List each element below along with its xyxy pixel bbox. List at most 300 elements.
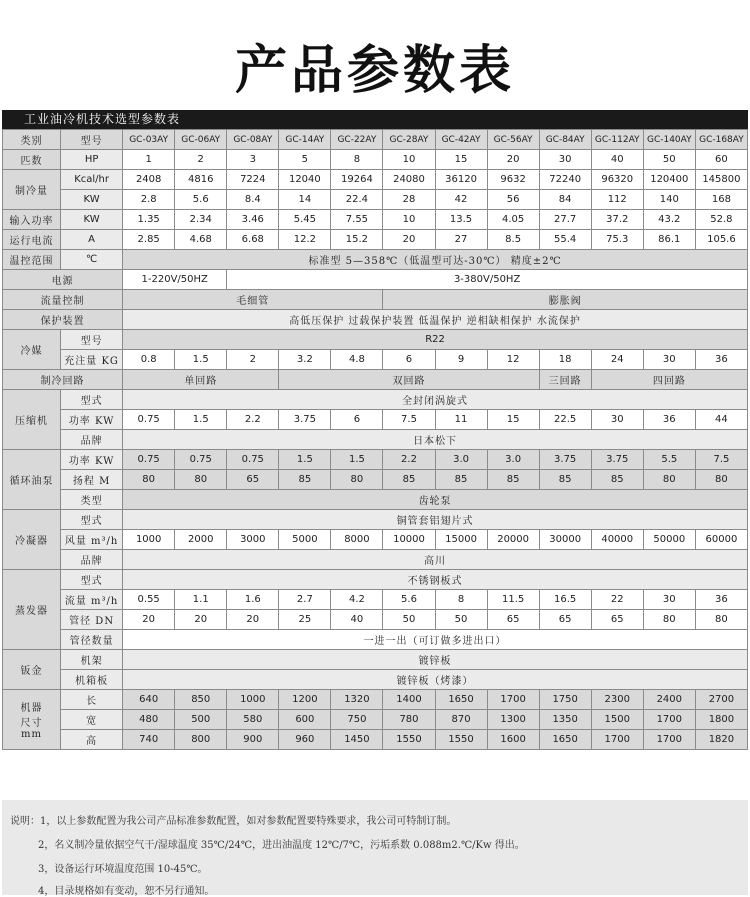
- model-cell: GC-84AY: [539, 130, 591, 150]
- cooling-kcal-cell: 2408: [123, 170, 175, 190]
- refrigerant-type-label: 型号: [61, 330, 123, 350]
- dimensions-label: [3, 690, 61, 750]
- compressor-power-cell: 2.2: [227, 410, 279, 430]
- evaporator-pipe-label: 管径 DN: [61, 610, 123, 630]
- model-cell: GC-14AY: [279, 130, 331, 150]
- oil-pump-head-cell: 80: [175, 470, 227, 490]
- input-power-cell: 37.2: [591, 210, 643, 230]
- input-power-cell: 4.05: [487, 210, 539, 230]
- condenser-air-cell: 15000: [435, 530, 487, 550]
- hp-cell: 50: [643, 150, 695, 170]
- evaporator-pipe-cell: 20: [175, 610, 227, 630]
- model-cell: GC-140AY: [643, 130, 695, 150]
- compressor-power-cell: 11: [435, 410, 487, 430]
- cooling-kcal-cell: 120400: [643, 170, 695, 190]
- condenser-air-cell: 5000: [279, 530, 331, 550]
- temp-range-unit: ℃: [61, 250, 123, 270]
- evaporator-pipe-cell: 65: [591, 610, 643, 630]
- dim-height-cell: 1450: [331, 730, 383, 750]
- oil-pump-power-cell: 3.75: [591, 450, 643, 470]
- compressor-power-cell: 7.5: [383, 410, 435, 430]
- condenser-air-cell: 20000: [487, 530, 539, 550]
- hp-cell: 3: [227, 150, 279, 170]
- cooling-kcal-cell: 9632: [487, 170, 539, 190]
- compressor-power-cell: 3.75: [279, 410, 331, 430]
- dim-width-cell: 1700: [643, 710, 695, 730]
- compressor-label: 压缩机: [3, 390, 61, 450]
- compressor-power-cell: 6: [331, 410, 383, 430]
- dim-width-cell: 1800: [695, 710, 747, 730]
- model-cell: GC-168AY: [695, 130, 747, 150]
- oil-pump-head-cell: 80: [331, 470, 383, 490]
- dim-width-cell: 480: [123, 710, 175, 730]
- dim-length-cell: 2300: [591, 690, 643, 710]
- temp-range-label: 温控范围: [3, 250, 61, 270]
- cooling-kw-cell: 140: [643, 190, 695, 210]
- dim-height-cell: 900: [227, 730, 279, 750]
- input-power-cell: 52.8: [695, 210, 747, 230]
- dim-length-label: 长: [61, 690, 123, 710]
- compressor-power-row: [3, 410, 748, 430]
- dim-width-cell: 500: [175, 710, 227, 730]
- dim-height-cell: 1550: [383, 730, 435, 750]
- cooling-kw-cell: 14: [279, 190, 331, 210]
- cooling-kcal-cell: 72240: [539, 170, 591, 190]
- evaporator-pipe-cell: 20: [123, 610, 175, 630]
- cooling-kw-cell: 112: [591, 190, 643, 210]
- input-power-cell: 10: [383, 210, 435, 230]
- cooling-kcal-cell: 36120: [435, 170, 487, 190]
- charge-cell: 3.2: [279, 350, 331, 370]
- evaporator-pipe-cell: 65: [539, 610, 591, 630]
- note-line: 3，设备运行环境温度范围 10-45℃。: [38, 864, 208, 875]
- cooling-kw-cell: 168: [695, 190, 747, 210]
- sheet-frame-row: [3, 650, 748, 670]
- dim-height-cell: 1700: [591, 730, 643, 750]
- header-category: 类别: [3, 130, 61, 150]
- charge-cell: 18: [539, 350, 591, 370]
- circuit-row: [3, 370, 748, 390]
- current-cell: 55.4: [539, 230, 591, 250]
- dim-length-cell: 2400: [643, 690, 695, 710]
- circuit-label: 制冷回路: [3, 370, 123, 390]
- oil-pump-head-cell: 85: [591, 470, 643, 490]
- temp-range-value: 标准型 5—358℃（低温型可达-30℃） 精度±2℃: [123, 250, 748, 270]
- charge-cell: 4.8: [331, 350, 383, 370]
- cooling-kw-cell: 28: [383, 190, 435, 210]
- condenser-air-cell: 10000: [383, 530, 435, 550]
- dim-width-label: 宽: [61, 710, 123, 730]
- compressor-power-cell: 36: [643, 410, 695, 430]
- flow-control-label: 流量控制: [3, 290, 123, 310]
- flow-control-large: 膨胀阀: [383, 290, 748, 310]
- dim-width-cell: 750: [331, 710, 383, 730]
- refrigerant-label: 冷媒: [3, 330, 61, 370]
- oil-pump-type-row: [3, 490, 748, 510]
- evaporator-qty-label: 管径数量: [61, 630, 123, 650]
- charge-cell: 0.8: [123, 350, 175, 370]
- cooling-kcal-cell: 24080: [383, 170, 435, 190]
- input-power-cell: 2.34: [175, 210, 227, 230]
- dim-length-cell: 640: [123, 690, 175, 710]
- hp-cell: 10: [383, 150, 435, 170]
- notes-section: [2, 800, 748, 895]
- evaporator-flow-row: [3, 590, 748, 610]
- condenser-air-cell: 50000: [643, 530, 695, 550]
- input-power-cell: 13.5: [435, 210, 487, 230]
- compressor-type-row: [3, 390, 748, 410]
- charge-cell: 12: [487, 350, 539, 370]
- dim-height-row: [3, 730, 748, 750]
- temp-range-row: [3, 250, 748, 270]
- oil-pump-head-cell: 80: [643, 470, 695, 490]
- condenser-air-cell: 1000: [123, 530, 175, 550]
- dim-height-cell: 1550: [435, 730, 487, 750]
- cooling-kw-cell: 5.6: [175, 190, 227, 210]
- circuit-triple: 三回路: [539, 370, 591, 390]
- oil-pump-head-cell: 85: [487, 470, 539, 490]
- dim-height-cell: 1650: [539, 730, 591, 750]
- hp-cell: 60: [695, 150, 747, 170]
- input-power-label: 输入功率: [3, 210, 61, 230]
- compressor-power-cell: 0.75: [123, 410, 175, 430]
- evaporator-pipe-cell: 25: [279, 610, 331, 630]
- cooling-kw-cell: 84: [539, 190, 591, 210]
- evaporator-pipe-cell: 40: [331, 610, 383, 630]
- dim-length-cell: 1750: [539, 690, 591, 710]
- oil-pump-power-cell: 3.75: [539, 450, 591, 470]
- cooling-kw-cell: 56: [487, 190, 539, 210]
- header-model-label: 型号: [61, 130, 123, 150]
- dim-height-label: 高: [61, 730, 123, 750]
- evaporator-flow-cell: 8: [435, 590, 487, 610]
- model-cell: GC-28AY: [383, 130, 435, 150]
- spec-table-wrapper: [2, 110, 748, 750]
- oil-pump-power-cell: 0.75: [227, 450, 279, 470]
- cooling-kcal-cell: 145800: [695, 170, 747, 190]
- sheet-frame-label: 机架: [61, 650, 123, 670]
- dim-width-row: [3, 710, 748, 730]
- dim-height-cell: 800: [175, 730, 227, 750]
- compressor-type: 全封闭涡旋式: [123, 390, 748, 410]
- model-cell: GC-08AY: [227, 130, 279, 150]
- charge-cell: 2: [227, 350, 279, 370]
- condenser-air-cell: 40000: [591, 530, 643, 550]
- evaporator-flow-cell: 16.5: [539, 590, 591, 610]
- compressor-power-label: 功率 KW: [61, 410, 123, 430]
- dim-width-cell: 780: [383, 710, 435, 730]
- refrigerant-type: R22: [123, 330, 748, 350]
- evaporator-pipe-cell: 80: [695, 610, 747, 630]
- compressor-brand: 日本松下: [123, 430, 748, 450]
- current-cell: 20: [383, 230, 435, 250]
- input-power-cell: 5.45: [279, 210, 331, 230]
- hp-cell: 2: [175, 150, 227, 170]
- cooling-kw-cell: 2.8: [123, 190, 175, 210]
- model-cell: GC-03AY: [123, 130, 175, 150]
- evaporator-flow-cell: 11.5: [487, 590, 539, 610]
- dim-length-cell: 1000: [227, 690, 279, 710]
- evaporator-pipe-cell: 50: [435, 610, 487, 630]
- cooling-label: 制冷量: [3, 170, 61, 210]
- cooling-kw-cell: 42: [435, 190, 487, 210]
- cooling-kw-cell: 22.4: [331, 190, 383, 210]
- model-cell: GC-56AY: [487, 130, 539, 150]
- model-cell: GC-06AY: [175, 130, 227, 150]
- oil-pump-power-cell: 0.75: [175, 450, 227, 470]
- input-power-cell: 1.35: [123, 210, 175, 230]
- oil-pump-head-cell: 85: [539, 470, 591, 490]
- model-cell: GC-22AY: [331, 130, 383, 150]
- oil-pump-type-label: 类型: [61, 490, 123, 510]
- spec-table-body: [3, 130, 748, 750]
- dim-width-cell: 580: [227, 710, 279, 730]
- condenser-type-row: [3, 510, 748, 530]
- note-line: 说明：1，以上参数配置为我公司产品标准参数配置，如对参数配置要特殊要求，我公司可特制订制。: [10, 816, 457, 827]
- evaporator-qty-row: [3, 630, 748, 650]
- dim-width-cell: 1350: [539, 710, 591, 730]
- charge-cell: 30: [643, 350, 695, 370]
- dim-height-cell: 960: [279, 730, 331, 750]
- oil-pump-power-cell: 3.0: [435, 450, 487, 470]
- input-power-cell: 7.55: [331, 210, 383, 230]
- current-cell: 15.2: [331, 230, 383, 250]
- oil-pump-head-cell: 85: [279, 470, 331, 490]
- current-cell: 6.68: [227, 230, 279, 250]
- evaporator-type: 不锈钢板式: [123, 570, 748, 590]
- sheet-frame: 镀锌板: [123, 650, 748, 670]
- evaporator-flow-cell: 2.7: [279, 590, 331, 610]
- condenser-air-cell: 3000: [227, 530, 279, 550]
- model-cell: GC-42AY: [435, 130, 487, 150]
- condenser-air-cell: 8000: [331, 530, 383, 550]
- current-cell: 105.6: [695, 230, 747, 250]
- evaporator-qty: 一进一出（可订做多进出口）: [123, 630, 748, 650]
- dim-height-cell: 1600: [487, 730, 539, 750]
- oil-pump-power-row: [3, 450, 748, 470]
- evaporator-pipe-cell: 20: [227, 610, 279, 630]
- circuit-double: 双回路: [279, 370, 539, 390]
- power-supply-row: [3, 270, 748, 290]
- condenser-air-cell: 2000: [175, 530, 227, 550]
- evaporator-pipe-cell: 50: [383, 610, 435, 630]
- flow-control-small: 毛细管: [123, 290, 383, 310]
- current-row: [3, 230, 748, 250]
- compressor-power-cell: 44: [695, 410, 747, 430]
- evaporator-flow-cell: 36: [695, 590, 747, 610]
- condenser-air-label: 风量 m³/h: [61, 530, 123, 550]
- protection-label: 保护装置: [3, 310, 123, 330]
- condenser-label: 冷凝器: [3, 510, 61, 570]
- oil-pump-type: 齿轮泵: [123, 490, 748, 510]
- oil-pump-power-cell: 2.2: [383, 450, 435, 470]
- oil-pump-head-cell: 85: [435, 470, 487, 490]
- compressor-power-cell: 30: [591, 410, 643, 430]
- hp-label: 匹数: [3, 150, 61, 170]
- evaporator-flow-cell: 30: [643, 590, 695, 610]
- dim-height-cell: 740: [123, 730, 175, 750]
- dim-width-cell: 1300: [487, 710, 539, 730]
- model-cell: GC-112AY: [591, 130, 643, 150]
- current-unit: A: [61, 230, 123, 250]
- refrigerant-charge-label: 充注量 KG: [61, 350, 123, 370]
- dimensions-label-line: mm: [21, 729, 43, 740]
- spec-table: [2, 129, 748, 750]
- protection-row: [3, 310, 748, 330]
- hp-row: [3, 150, 748, 170]
- hp-unit: HP: [61, 150, 123, 170]
- condenser-brand-row: [3, 550, 748, 570]
- cooling-kw-row: [3, 190, 748, 210]
- compressor-power-cell: 1.5: [175, 410, 227, 430]
- current-cell: 27: [435, 230, 487, 250]
- hp-cell: 15: [435, 150, 487, 170]
- flow-control-row: [3, 290, 748, 310]
- condenser-type-label: 型式: [61, 510, 123, 530]
- input-power-cell: 27.7: [539, 210, 591, 230]
- charge-cell: 36: [695, 350, 747, 370]
- sheet-cabinet-row: [3, 670, 748, 690]
- dimensions-label-line: 机器: [20, 703, 43, 714]
- oil-pump-head-cell: 85: [383, 470, 435, 490]
- note-line: 4，目录规格如有变动，恕不另行通知。: [38, 886, 215, 897]
- cooling-kcal-cell: 12040: [279, 170, 331, 190]
- oil-pump-head-cell: 80: [695, 470, 747, 490]
- hp-cell: 20: [487, 150, 539, 170]
- refrigerant-charge-row: [3, 350, 748, 370]
- condenser-air-cell: 60000: [695, 530, 747, 550]
- hp-cell: 1: [123, 150, 175, 170]
- current-label: 运行电流: [3, 230, 61, 250]
- evaporator-flow-cell: 5.6: [383, 590, 435, 610]
- compressor-brand-row: [3, 430, 748, 450]
- cooling-kcal-unit: Kcal/hr: [61, 170, 123, 190]
- dim-length-cell: 2700: [695, 690, 747, 710]
- evaporator-flow-cell: 22: [591, 590, 643, 610]
- evaporator-label: 蒸发器: [3, 570, 61, 650]
- dim-height-cell: 1820: [695, 730, 747, 750]
- dim-length-row: [3, 690, 748, 710]
- dim-length-cell: 1700: [487, 690, 539, 710]
- evaporator-flow-cell: 4.2: [331, 590, 383, 610]
- cooling-kcal-cell: 96320: [591, 170, 643, 190]
- dim-length-cell: 1320: [331, 690, 383, 710]
- condenser-brand: 高川: [123, 550, 748, 570]
- dim-length-cell: 1650: [435, 690, 487, 710]
- refrigerant-type-row: [3, 330, 748, 350]
- sheet-cabinet-label: 机箱板: [61, 670, 123, 690]
- input-power-unit: KW: [61, 210, 123, 230]
- dim-height-cell: 1700: [643, 730, 695, 750]
- current-cell: 2.85: [123, 230, 175, 250]
- oil-pump-head-row: [3, 470, 748, 490]
- evaporator-pipe-cell: 80: [643, 610, 695, 630]
- cooling-kw-unit: KW: [61, 190, 123, 210]
- hp-cell: 5: [279, 150, 331, 170]
- oil-pump-head-cell: 80: [123, 470, 175, 490]
- power-supply-label: 电源: [3, 270, 123, 290]
- condenser-air-cell: 30000: [539, 530, 591, 550]
- charge-cell: 24: [591, 350, 643, 370]
- compressor-power-cell: 15: [487, 410, 539, 430]
- current-cell: 4.68: [175, 230, 227, 250]
- evaporator-type-row: [3, 570, 748, 590]
- evaporator-flow-label: 流量 m³/h: [61, 590, 123, 610]
- dim-width-cell: 600: [279, 710, 331, 730]
- compressor-power-cell: 22.5: [539, 410, 591, 430]
- charge-cell: 1.5: [175, 350, 227, 370]
- hp-cell: 8: [331, 150, 383, 170]
- cooling-kcal-cell: 7224: [227, 170, 279, 190]
- spec-caption: 工业油冷机技术选型参数表: [2, 110, 748, 129]
- oil-pump-power-cell: 7.5: [695, 450, 747, 470]
- oil-pump-power-cell: 5.5: [643, 450, 695, 470]
- current-cell: 8.5: [487, 230, 539, 250]
- sheet-metal-label: 钣金: [3, 650, 61, 690]
- evaporator-type-label: 型式: [61, 570, 123, 590]
- current-cell: 12.2: [279, 230, 331, 250]
- evaporator-pipe-cell: 65: [487, 610, 539, 630]
- evaporator-flow-cell: 0.55: [123, 590, 175, 610]
- header-row: [3, 130, 748, 150]
- hp-cell: 40: [591, 150, 643, 170]
- oil-pump-power-cell: 1.5: [331, 450, 383, 470]
- sheet-cabinet: 镀锌板（烤漆）: [123, 670, 748, 690]
- condenser-brand-label: 品牌: [61, 550, 123, 570]
- dim-width-cell: 870: [435, 710, 487, 730]
- oil-pump-label: 循环油泵: [3, 450, 61, 510]
- dim-length-cell: 850: [175, 690, 227, 710]
- hp-cell: 30: [539, 150, 591, 170]
- cooling-kcal-cell: 4816: [175, 170, 227, 190]
- oil-pump-power-label: 功率 KW: [61, 450, 123, 470]
- page-title: 产品参数表: [234, 41, 515, 101]
- current-cell: 75.3: [591, 230, 643, 250]
- cooling-kcal-cell: 19264: [331, 170, 383, 190]
- current-cell: 86.1: [643, 230, 695, 250]
- circuit-quad: 四回路: [591, 370, 747, 390]
- cooling-kcal-row: [3, 170, 748, 190]
- oil-pump-power-cell: 3.0: [487, 450, 539, 470]
- input-power-cell: 3.46: [227, 210, 279, 230]
- condenser-air-row: [3, 530, 748, 550]
- evaporator-flow-cell: 1.1: [175, 590, 227, 610]
- condenser-type: 铜管套铝翅片式: [123, 510, 748, 530]
- protection-value: 高低压保护 过载保护装置 低温保护 逆相缺相保护 水流保护: [123, 310, 748, 330]
- input-power-cell: 43.2: [643, 210, 695, 230]
- oil-pump-power-cell: 0.75: [123, 450, 175, 470]
- evaporator-pipe-row: [3, 610, 748, 630]
- cooling-kw-cell: 8.4: [227, 190, 279, 210]
- oil-pump-head-label: 扬程 M: [61, 470, 123, 490]
- circuit-single: 单回路: [123, 370, 279, 390]
- input-power-row: [3, 210, 748, 230]
- dim-length-cell: 1400: [383, 690, 435, 710]
- dimensions-label-line: 尺寸: [20, 718, 43, 729]
- oil-pump-head-cell: 65: [227, 470, 279, 490]
- charge-cell: 6: [383, 350, 435, 370]
- power-supply-three: 3-380V/50HZ: [227, 270, 748, 290]
- dim-length-cell: 1200: [279, 690, 331, 710]
- note-line: 2，名义制冷量依据空气干/湿球温度 35℃/24℃，进出油温度 12℃/7℃，污垢系数 0.088m2.℃/Kw 得出。: [38, 840, 525, 851]
- compressor-brand-label: 品牌: [61, 430, 123, 450]
- charge-cell: 9: [435, 350, 487, 370]
- evaporator-flow-cell: 1.6: [227, 590, 279, 610]
- compressor-type-label: 型式: [61, 390, 123, 410]
- oil-pump-power-cell: 1.5: [279, 450, 331, 470]
- dim-width-cell: 1500: [591, 710, 643, 730]
- power-supply-single: 1-220V/50HZ: [123, 270, 227, 290]
